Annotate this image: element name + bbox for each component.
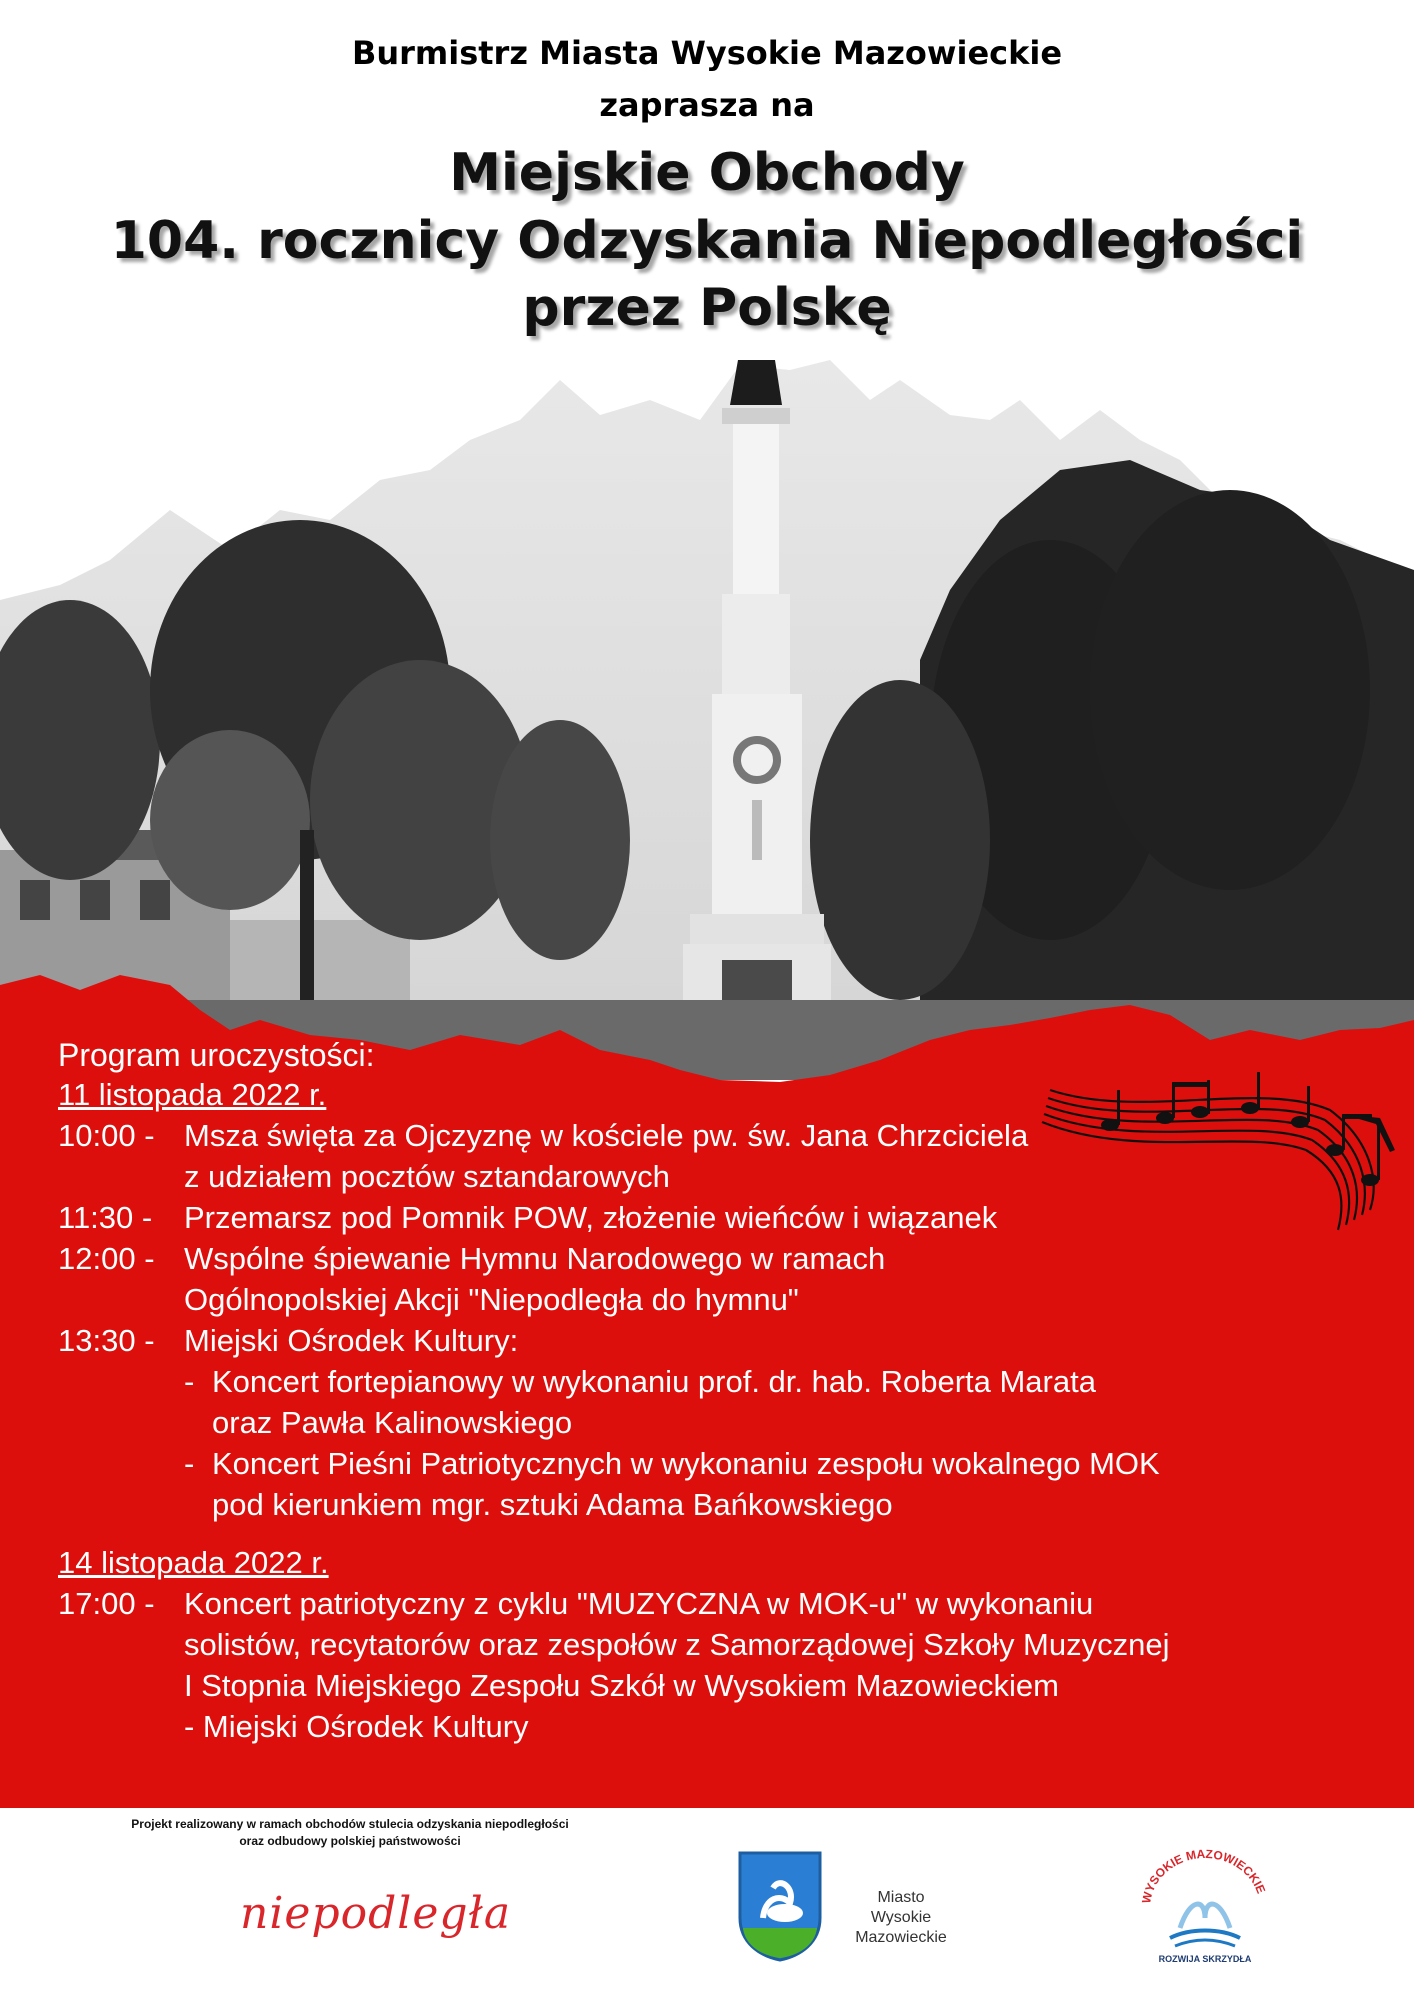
program-item [58, 1197, 1358, 1238]
program-item [58, 1115, 1358, 1197]
date-day1: 11 listopada 2022 r. [58, 1077, 327, 1112]
project-line-1: Projekt realizowany w ramach obchodów stulecia odzyskania niepodległości [131, 1817, 569, 1831]
item-text: solistów, recytatorów oraz zespołów z Samorządowej Szkoły Muzycznej [184, 1627, 1170, 1662]
item-time: 13:30 - [58, 1323, 155, 1358]
item-time: 17:00 - [58, 1586, 155, 1621]
swan-logo-icon [1130, 1848, 1280, 1968]
project-note [40, 1816, 660, 1850]
sub-text: Koncert fortepianowy w wykonaniu prof. dr. hab. Roberta Marata [212, 1364, 1096, 1399]
sub-item [184, 1361, 1358, 1443]
item-text: Przemarsz pod Pomnik POW, złożenie wieńców i wiązanek [184, 1200, 998, 1235]
footer [0, 1808, 1414, 2000]
item-time: 12:00 - [58, 1241, 155, 1276]
item-text: I Stopnia Miejskiego Zespołu Szkół w Wysokiem Mazowieckiem [184, 1668, 1059, 1703]
title-line-3: przez Polskę [522, 278, 892, 339]
item-text: Koncert patriotyczny z cyklu "MUZYCZNA w MOK-u" w wykonaniu [184, 1586, 1094, 1621]
program-section [58, 1035, 1358, 1747]
invite-line: zaprasza na [599, 86, 815, 124]
item-text: - Miejski Ośrodek Kultury [184, 1709, 529, 1744]
sub-item [184, 1443, 1358, 1525]
logo-arc-text: WYSOKIE MAZOWIECKIE [1139, 1848, 1269, 1905]
date-day2: 14 listopada 2022 r. [58, 1545, 329, 1580]
sub-text: Koncert Pieśni Patriotycznych w wykonaniu zespołu wokalnego MOK [212, 1446, 1160, 1481]
item-text: Wspólne śpiewanie Hymnu Narodowego w ramach [184, 1241, 886, 1276]
item-text: Miejski Ośrodek Kultury: [184, 1323, 519, 1358]
sub-dash: - [184, 1446, 195, 1481]
svg-text:WYSOKIE MAZOWIECKIE [1139, 1848, 1268, 1905]
niepodlegla-logo: niepodległa [240, 1888, 512, 1939]
sub-text: oraz Pawła Kalinowskiego [212, 1405, 573, 1440]
item-time: 11:30 - [58, 1200, 153, 1235]
item-text: Ogólnopolskiej Akcji "Niepodległa do hymnu" [184, 1282, 799, 1317]
sub-text: pod kierunkiem mgr. sztuki Adama Bańkowskiego [212, 1487, 893, 1522]
title-line-2: 104. rocznicy Odzyskania Niepodległości [110, 210, 1304, 271]
sub-dash: - [184, 1364, 195, 1399]
item-text: z udziałem pocztów sztandarowych [184, 1159, 670, 1194]
logo-bottom-text: ROZWIJA SKRZYDŁA [1158, 1954, 1252, 1964]
item-time: 10:00 - [58, 1118, 155, 1153]
program-item [58, 1320, 1358, 1361]
program-item [58, 1583, 1358, 1747]
city-name [836, 1888, 966, 1948]
item-text: Msza święta za Ojczyznę w kościele pw. św. Jana Chrzciciela [184, 1118, 1029, 1153]
city-line-2: Wysokie Mazowieckie [855, 1909, 947, 1946]
project-line-2: oraz odbudowy polskiej państwowości [239, 1834, 461, 1848]
city-line-1: Miasto [877, 1889, 925, 1906]
crest-icon [735, 1848, 825, 1963]
title-line-1: Miejskie Obchody [449, 143, 965, 203]
program-heading: Program uroczystości: [58, 1037, 375, 1073]
organizer: Burmistrz Miasta Wysokie Mazowieckie [351, 34, 1063, 72]
program-item [58, 1238, 1358, 1320]
